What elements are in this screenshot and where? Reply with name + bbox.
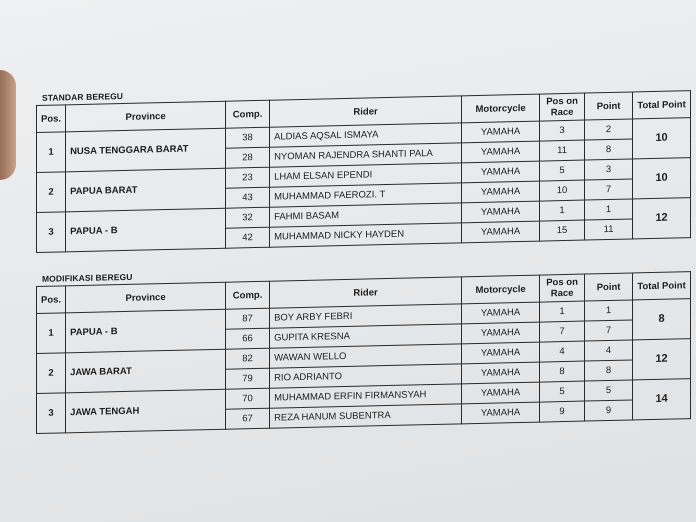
rider-point: 1 — [585, 199, 633, 220]
team-position: 2 — [37, 353, 66, 394]
rider-comp-number: 42 — [226, 227, 270, 248]
rider-race-position: 9 — [540, 401, 585, 422]
team-total-point: 8 — [633, 299, 691, 340]
rider-race-position: 10 — [540, 180, 585, 201]
rider-point: 8 — [585, 139, 633, 160]
header-comp: Comp. — [226, 100, 270, 128]
rider-comp-number: 79 — [226, 368, 270, 389]
rider-motorcycle: YAMAHA — [462, 362, 540, 384]
rider-comp-number: 23 — [226, 167, 270, 188]
rider-point: 2 — [585, 119, 633, 140]
header-pos: Pos. — [37, 286, 66, 314]
rider-point: 7 — [585, 179, 633, 200]
rider-comp-number: 70 — [226, 388, 270, 409]
rider-motorcycle: YAMAHA — [462, 121, 540, 143]
rider-name: ALDIAS AQSAL ISMAYA — [270, 123, 462, 147]
header-motorcycle: Motorcycle — [462, 94, 540, 123]
rider-comp-number: 43 — [226, 187, 270, 208]
rider-motorcycle: YAMAHA — [462, 322, 540, 344]
header-province: Province — [66, 282, 226, 313]
header-province: Province — [66, 101, 226, 132]
rider-name: NYOMAN RAJENDRA SHANTI PALA — [270, 143, 462, 167]
team-total-point: 14 — [633, 379, 691, 420]
rider-race-position: 3 — [540, 120, 585, 141]
rider-race-position: 1 — [540, 200, 585, 221]
team-total-point: 12 — [633, 198, 691, 239]
rider-motorcycle: YAMAHA — [462, 141, 540, 163]
rider-name: MUHAMMAD FAEROZI. T — [270, 183, 462, 207]
rider-name: MUHAMMAD ERFIN FIRMANSYAH — [270, 384, 462, 408]
rider-motorcycle: YAMAHA — [462, 181, 540, 203]
rider-name: REZA HANUM SUBENTRA — [270, 404, 462, 428]
rider-name: GUPITA KRESNA — [270, 324, 462, 348]
rider-race-position: 5 — [540, 160, 585, 181]
team-total-point: 12 — [633, 339, 691, 380]
team-province: JAWA TENGAH — [66, 389, 226, 433]
rider-point: 11 — [585, 219, 633, 240]
rider-comp-number: 87 — [226, 308, 270, 329]
rider-name: BOY ARBY FEBRI — [270, 304, 462, 328]
header-comp: Comp. — [226, 281, 270, 309]
team-position: 1 — [37, 313, 66, 354]
rider-motorcycle: YAMAHA — [462, 161, 540, 183]
rider-motorcycle: YAMAHA — [462, 302, 540, 324]
section-title: MODIFIKASI BEREGU — [42, 271, 133, 284]
rider-race-position: 1 — [540, 301, 585, 322]
header-pos: Pos. — [37, 105, 66, 133]
team-province: PAPUA BARAT — [66, 168, 226, 212]
rider-race-position: 8 — [540, 361, 585, 382]
header-point: Point — [585, 92, 633, 120]
header-pos-on-race: Pos on Race — [540, 93, 585, 121]
rider-comp-number: 82 — [226, 348, 270, 369]
rider-point: 3 — [585, 159, 633, 180]
rider-motorcycle: YAMAHA — [462, 201, 540, 223]
rider-point: 1 — [585, 300, 633, 321]
header-point: Point — [585, 273, 633, 301]
rider-point: 8 — [585, 360, 633, 381]
header-motorcycle: Motorcycle — [462, 275, 540, 304]
rider-point: 5 — [585, 380, 633, 401]
rider-race-position: 5 — [540, 381, 585, 402]
rider-comp-number: 66 — [226, 328, 270, 349]
rider-comp-number: 38 — [226, 127, 270, 148]
rider-point: 9 — [585, 400, 633, 421]
rider-name: LHAM ELSAN EPENDI — [270, 163, 462, 187]
rider-race-position: 15 — [540, 220, 585, 241]
team-province: PAPUA - B — [66, 208, 226, 252]
team-province: PAPUA - B — [66, 309, 226, 353]
rider-name: FAHMI BASAM — [270, 203, 462, 227]
header-rider: Rider — [270, 96, 462, 127]
rider-name: MUHAMMAD NICKY HAYDEN — [270, 223, 462, 247]
rider-comp-number: 28 — [226, 147, 270, 168]
thumb — [0, 70, 16, 180]
team-total-point: 10 — [633, 118, 691, 159]
header-pos-on-race: Pos on Race — [540, 274, 585, 302]
rider-point: 7 — [585, 320, 633, 341]
team-total-point: 10 — [633, 158, 691, 199]
header-rider: Rider — [270, 277, 462, 308]
team-position: 3 — [37, 212, 66, 253]
rider-comp-number: 32 — [226, 207, 270, 228]
team-position: 3 — [37, 393, 66, 434]
header-total-point: Total Point — [633, 91, 691, 119]
header-total-point: Total Point — [633, 272, 691, 300]
rider-motorcycle: YAMAHA — [462, 342, 540, 364]
rider-race-position: 11 — [540, 140, 585, 161]
rider-comp-number: 67 — [226, 408, 270, 429]
results-table — [36, 90, 691, 253]
rider-name: RIO ADRIANTO — [270, 364, 462, 388]
team-position: 2 — [37, 172, 66, 213]
rider-motorcycle: YAMAHA — [462, 221, 540, 243]
rider-name: WAWAN WELLO — [270, 344, 462, 368]
team-position: 1 — [37, 132, 66, 173]
team-province: NUSA TENGGARA BARAT — [66, 128, 226, 172]
rider-race-position: 4 — [540, 341, 585, 362]
section-title: STANDAR BEREGU — [42, 91, 124, 103]
rider-race-position: 7 — [540, 321, 585, 342]
results-document — [36, 77, 696, 434]
rider-motorcycle: YAMAHA — [462, 402, 540, 424]
rider-motorcycle: YAMAHA — [462, 382, 540, 404]
team-province: JAWA BARAT — [66, 349, 226, 393]
rider-point: 4 — [585, 340, 633, 361]
results-table — [36, 271, 691, 434]
